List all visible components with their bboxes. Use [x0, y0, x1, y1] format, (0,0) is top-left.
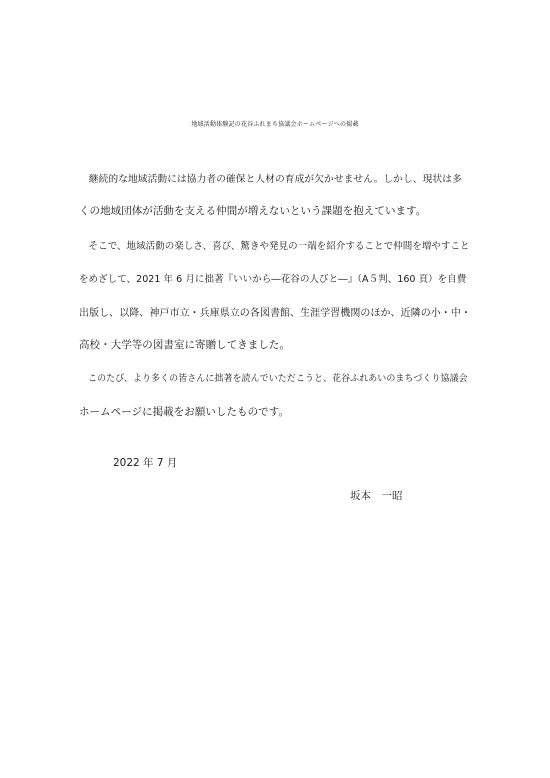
- body-line-5: 出版し、以降、神戸市立・兵庫県立の各図書館、生涯学習機関のほか、近隣の小・中・: [79, 308, 471, 319]
- body-line-3: そこで、地域活動の楽しさ、喜び、驚きや発見の一端を紹介することで仲間を増やすこと: [79, 241, 470, 252]
- body-line-6: 高校・大学等の図書室に寄贈してきました。: [79, 339, 290, 351]
- document-date: 2022 年 7 月: [113, 457, 178, 469]
- body-line-4: をめざして、2021 年 6 月に拙著『いいから―花谷の人びと―』（A５判、160 頁）を自費: [79, 274, 467, 285]
- body-line-2: くの地域団体が活動を支える仲間が増えないという課題を抱えています。: [79, 205, 427, 217]
- document-author: 坂本 一昭: [350, 490, 403, 502]
- body-line-1: 継続的な地域活動には協力者の確保と人材の育成が欠かせません。しかし、現状は多: [79, 174, 462, 185]
- body-line-7: このたび、より多くの皆さんに拙著を読んでいただこうと、花谷ふれあいのまちづくり協議会: [79, 374, 468, 384]
- body-line-8: ホームページに掲載をお願いしたものです。: [79, 406, 289, 418]
- document-title: 地域活動体験記の花谷ふれまち協議会ホームページへの掲載: [191, 121, 359, 128]
